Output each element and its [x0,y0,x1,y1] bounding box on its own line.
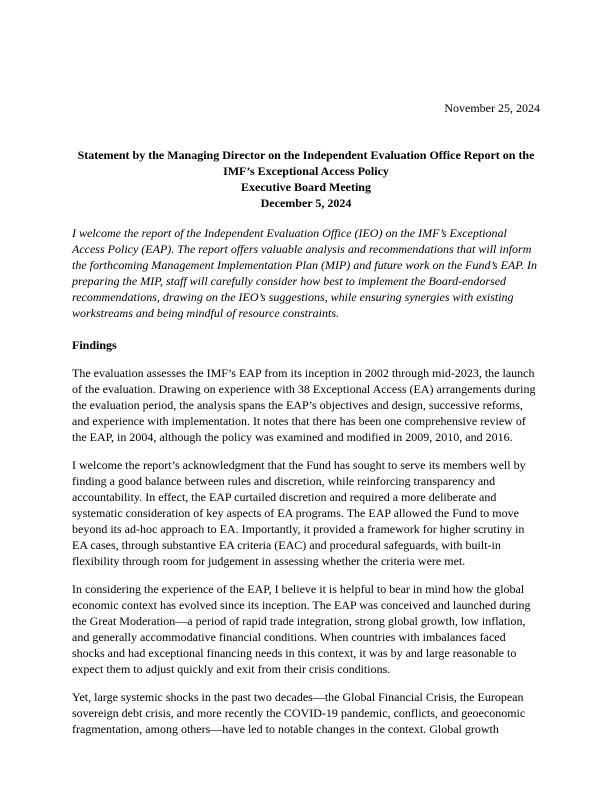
title-line-meeting: Executive Board Meeting [241,180,371,194]
body-paragraph-2: I welcome the report’s acknowledgment that the Fund has sought to serve its members well by finding a good balance between rules and discretion, while reinforcing transparency and accountability. In effect, the EAP curtailed discretion and required a more deliberate and systematic consideration of key aspects of EA programs. The EAP allowed the Fund to move beyond its ad-hoc approach to EA. Importantly, it provided a framework for higher scrutiny in EA cases, through substantive EA criteria (EAC) and procedural safeguards, with built-in flexibility through room for judgement in assessing whether the criteria were met. [72,458,526,568]
findings-heading: Findings [72,338,117,352]
title-line-2: IMF’s Exceptional Access Policy [223,164,389,178]
body-paragraph-1: The evaluation assesses the IMF’s EAP from its inception in 2002 through mid-2023, the launch of the evaluation. Drawing on experience with 38 Exceptional Access (EA) arrangements during the evaluation period, the analysis spans the EAP’s objectives and design, successive reforms, and experience with implementation. It notes that there has been one comprehensive review of the EAP, in 2004, although the policy was examined and modified in 2009, 2010, and 2016. [72,366,536,444]
body-paragraph-3: In considering the experience of the EAP, I believe it is helpful to bear in mind how the global economic context has evolved since its inception. The EAP was conceived and launched during the Great Moderation—a period of rapid trade integration, strong global growth, low inflation, and generally accommodative financial conditions. When countries with imbalances faced shocks and had exceptional financing needs in this context, it was by and large reasonable to expect them to adjust quickly and exit from their crisis conditions. [72,582,531,676]
title-line-meeting-date: December 5, 2024 [260,196,352,210]
body-paragraph-4: Yet, large systemic shocks in the past two decades—the Global Financial Crisis, the European sovereign debt crisis, and more recently the COVID-19 pandemic, conflicts, and geoeconomic fragmentation, among others—have led to notable changes in the context. Global growth [72,690,526,736]
intro-paragraph: I welcome the report of the Independent Evaluation Office (IEO) on the IMF’s Exceptional Access Policy (EAP). The report offers valuable analysis and recommendations that will inform the forthcoming Management Implementation Plan (MIP) and future work on the Fund’s EAP. In preparing the MIP, staff will carefully consider how best to implement the Board-endorsed recommendations, drawing on the IEO’s suggestions, while ensuring synergies with existing workstreams and being mindful of resource constraints. [72,226,538,320]
document-date: November 25, 2024 [444,101,540,115]
title-line-1: Statement by the Managing Director on the Independent Evaluation Office Report on the [77,148,535,162]
document-title-block [72,147,540,211]
